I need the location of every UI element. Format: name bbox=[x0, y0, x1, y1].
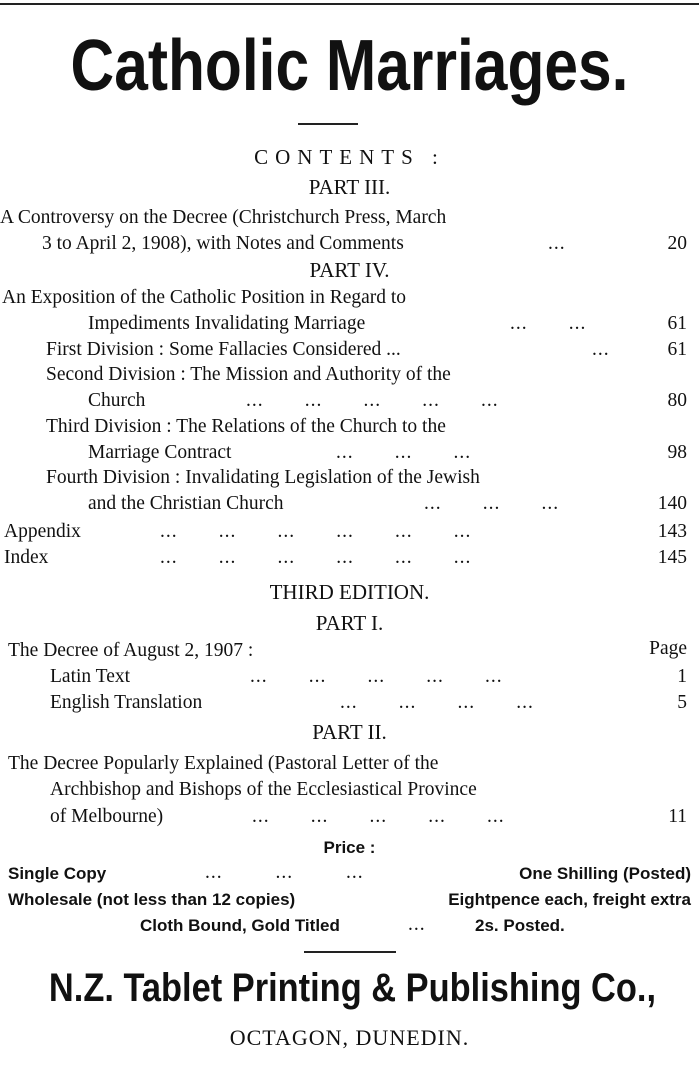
top-rule bbox=[0, 3, 699, 5]
div2-line1: Second Division : The Mission and Authority of the bbox=[46, 364, 451, 385]
part2-line1: The Decree Popularly Explained (Pastoral Letter of the bbox=[8, 753, 439, 774]
part1-heading: PART I. bbox=[315, 611, 384, 635]
div4-line2: and the Christian Church bbox=[88, 493, 284, 514]
div1-line: First Division : Some Fallacies Considered ... bbox=[46, 339, 401, 360]
part3-entry-line2: 3 to April 2, 1908), with Notes and Comments bbox=[42, 233, 404, 254]
part1-decree: The Decree of August 2, 1907 : bbox=[8, 640, 254, 661]
index-page: 145 bbox=[657, 547, 687, 568]
leader-dots: ... bbox=[592, 339, 610, 360]
cloth-bound-price: 2s. Posted. bbox=[475, 916, 565, 935]
title-rule bbox=[298, 123, 358, 125]
div3-page: 98 bbox=[667, 442, 687, 463]
div4-page: 140 bbox=[657, 493, 687, 514]
latin-page: 1 bbox=[677, 666, 687, 687]
div3-line1: Third Division : The Relations of the Church to the bbox=[46, 416, 446, 437]
cloth-bound-label: Cloth Bound, Gold Titled bbox=[140, 916, 340, 935]
leader-dots: ... ... ... ... ... ... bbox=[160, 547, 472, 568]
page-title: Catholic Marriages. bbox=[70, 26, 629, 106]
english-translation: English Translation bbox=[50, 692, 203, 713]
price-heading: Price : bbox=[323, 838, 376, 857]
leader-dots: ... ... bbox=[510, 313, 587, 334]
exposition-page: 61 bbox=[667, 313, 687, 334]
latin-text: Latin Text bbox=[50, 666, 131, 687]
exposition-line1: An Exposition of the Catholic Position in Regard to bbox=[2, 287, 407, 308]
leader-dots: ... ... ... ... ... bbox=[250, 666, 503, 687]
leader-dots: ... ... ... ... bbox=[340, 692, 534, 713]
appendix-page: 143 bbox=[657, 521, 687, 542]
div2-page: 80 bbox=[667, 390, 687, 411]
div4-line1: Fourth Division : Invalidating Legislation of the Jewish bbox=[46, 467, 480, 488]
contents-heading: CONTENTS : bbox=[254, 145, 445, 169]
wholesale-price: Eightpence each, freight extra bbox=[448, 890, 691, 909]
index-label: Index bbox=[4, 547, 49, 568]
leader-dots: ... ... ... bbox=[336, 442, 472, 463]
leader-dots: ... ... ... ... ... ... bbox=[160, 521, 472, 542]
publisher-address: OCTAGON, DUNEDIN. bbox=[229, 1025, 470, 1050]
page-column-label: Page bbox=[649, 638, 687, 659]
single-copy-price: One Shilling (Posted) bbox=[519, 864, 691, 883]
leader-dots: ... ... ... bbox=[205, 862, 364, 883]
part2-page: 11 bbox=[668, 806, 687, 827]
leader-dots: ... ... ... bbox=[424, 493, 560, 514]
div3-line2: Marriage Contract bbox=[88, 442, 232, 463]
part4-heading: PART IV. bbox=[309, 258, 390, 282]
publisher-rule bbox=[304, 951, 396, 953]
div1-page: 61 bbox=[667, 339, 687, 360]
leader-dots: ... bbox=[548, 233, 566, 254]
part3-heading: PART III. bbox=[308, 175, 391, 199]
english-page: 5 bbox=[677, 692, 687, 713]
wholesale-label: Wholesale (not less than 12 copies) bbox=[8, 890, 296, 909]
leader-dots: ... bbox=[408, 914, 426, 935]
appendix-label: Appendix bbox=[4, 521, 81, 542]
single-copy-label: Single Copy bbox=[8, 864, 107, 883]
part2-line2: Archbishop and Bishops of the Ecclesiastical Province bbox=[50, 779, 477, 800]
exposition-line2: Impediments Invalidating Marriage bbox=[88, 313, 366, 334]
part3-entry-line1: A Controversy on the Decree (Christchurch Press, March bbox=[0, 207, 447, 228]
part2-line3: of Melbourne) bbox=[50, 806, 164, 827]
edition-heading: THIRD EDITION. bbox=[269, 580, 430, 604]
leader-dots: ... ... ... ... ... bbox=[252, 806, 505, 827]
part2-heading: PART II. bbox=[312, 720, 387, 744]
part3-page: 20 bbox=[667, 233, 687, 254]
div2-line2: Church bbox=[88, 390, 146, 411]
publisher-name: N.Z. Tablet Printing & Publishing Co., bbox=[48, 966, 657, 1010]
leader-dots: ... ... ... ... ... bbox=[246, 390, 499, 411]
